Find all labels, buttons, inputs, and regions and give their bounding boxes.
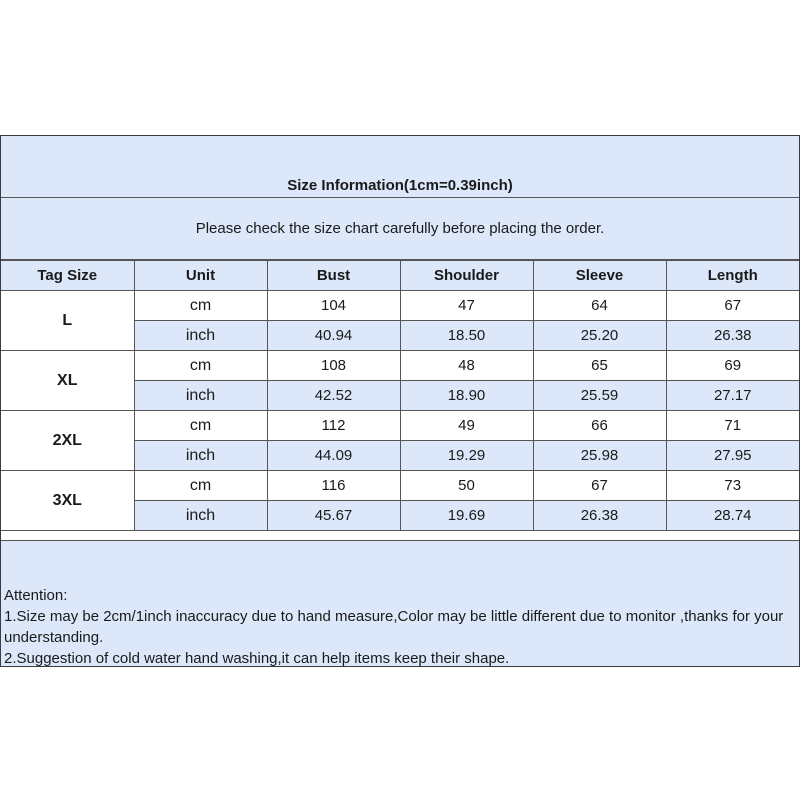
sleeve-cell: 66 xyxy=(533,411,666,441)
bust-cell: 45.67 xyxy=(267,501,400,531)
shoulder-cell: 48 xyxy=(400,351,533,381)
shoulder-cell: 49 xyxy=(400,411,533,441)
header-sleeve: Sleeve xyxy=(533,261,666,291)
unit-cell: inch xyxy=(134,381,267,411)
length-cell: 27.17 xyxy=(666,381,799,411)
length-cell: 67 xyxy=(666,291,799,321)
sleeve-cell: 67 xyxy=(533,471,666,501)
table-row xyxy=(1,291,799,321)
attention-section xyxy=(1,540,799,666)
shoulder-cell: 18.50 xyxy=(400,321,533,351)
length-cell: 26.38 xyxy=(666,321,799,351)
header-unit: Unit xyxy=(134,261,267,291)
unit-cell: inch xyxy=(134,501,267,531)
tag-size-cell: XL xyxy=(1,351,134,411)
header-row xyxy=(1,261,799,291)
attention-heading: Attention: xyxy=(4,587,68,604)
bust-cell: 108 xyxy=(267,351,400,381)
bust-cell: 40.94 xyxy=(267,321,400,351)
shoulder-cell: 19.69 xyxy=(400,501,533,531)
unit-cell: cm xyxy=(134,291,267,321)
unit-cell: cm xyxy=(134,471,267,501)
header-shoulder: Shoulder xyxy=(400,261,533,291)
table-row xyxy=(1,351,799,381)
length-cell: 69 xyxy=(666,351,799,381)
bust-cell: 116 xyxy=(267,471,400,501)
table-row xyxy=(1,471,799,501)
unit-cell: inch xyxy=(134,441,267,471)
bust-cell: 112 xyxy=(267,411,400,441)
length-cell: 71 xyxy=(666,411,799,441)
tag-size-cell: 3XL xyxy=(1,471,134,531)
length-cell: 28.74 xyxy=(666,501,799,531)
header-tag-size: Tag Size xyxy=(1,261,134,291)
bust-cell: 104 xyxy=(267,291,400,321)
sleeve-cell: 25.59 xyxy=(533,381,666,411)
tag-size-cell: 2XL xyxy=(1,411,134,471)
order-note: Please check the size chart carefully before placing the order. xyxy=(195,220,605,237)
attention-line-1: 1.Size may be 2cm/1inch inaccuracy due to hand measure,Color may be little different due to monitor ,thanks for your understanding. xyxy=(4,608,784,646)
size-table xyxy=(1,260,799,531)
unit-cell: cm xyxy=(134,351,267,381)
length-cell: 27.95 xyxy=(666,441,799,471)
tag-size-cell: L xyxy=(1,291,134,351)
sleeve-cell: 64 xyxy=(533,291,666,321)
sleeve-cell: 25.98 xyxy=(533,441,666,471)
shoulder-cell: 50 xyxy=(400,471,533,501)
shoulder-cell: 47 xyxy=(400,291,533,321)
shoulder-cell: 19.29 xyxy=(400,441,533,471)
chart-title: Size Information(1cm=0.39inch) xyxy=(287,177,513,194)
unit-cell: inch xyxy=(134,321,267,351)
shoulder-cell: 18.90 xyxy=(400,381,533,411)
title-row xyxy=(1,136,799,198)
length-cell: 73 xyxy=(666,471,799,501)
sleeve-cell: 65 xyxy=(533,351,666,381)
note-row xyxy=(1,198,799,260)
bust-cell: 42.52 xyxy=(267,381,400,411)
header-bust: Bust xyxy=(267,261,400,291)
bust-cell: 44.09 xyxy=(267,441,400,471)
attention-line-2: 2.Suggestion of cold water hand washing,it can help items keep their shape. xyxy=(4,650,510,667)
sleeve-cell: 26.38 xyxy=(533,501,666,531)
header-length: Length xyxy=(666,261,799,291)
table-row xyxy=(1,411,799,441)
unit-cell: cm xyxy=(134,411,267,441)
sleeve-cell: 25.20 xyxy=(533,321,666,351)
size-chart xyxy=(0,135,800,667)
